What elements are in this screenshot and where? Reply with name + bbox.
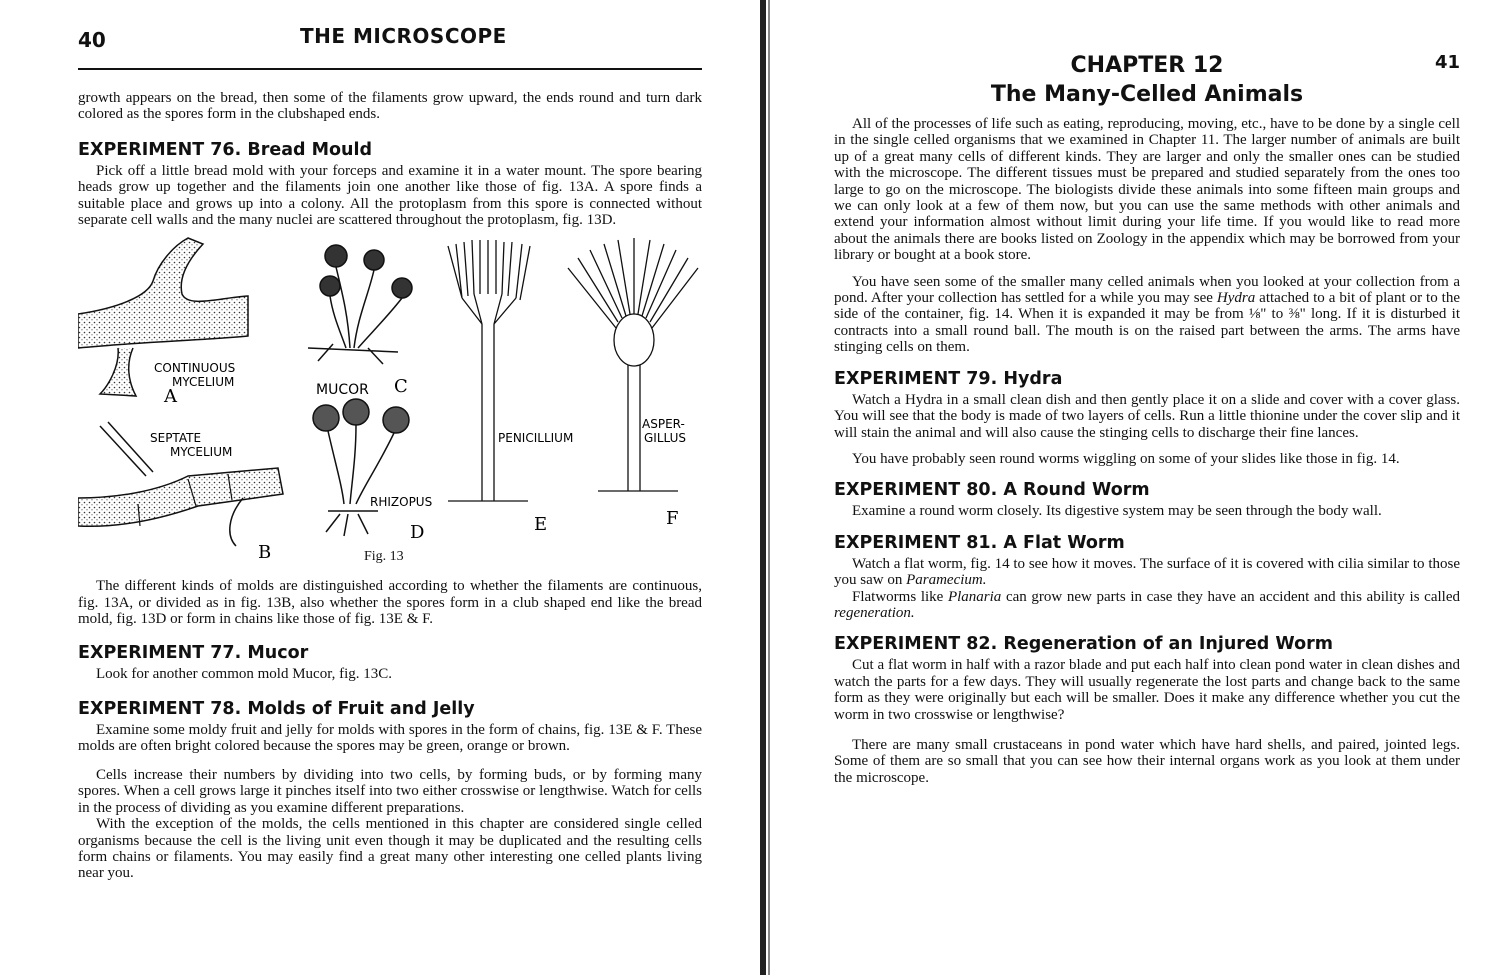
mold-illustration <box>78 236 702 566</box>
experiment-79-text: Watch a Hydra in a small clean dish and then gently place it on a slide and cover with a cover glass. You will see that the body is made of two layers of cells. Run a little thionine under the cover slip and it will stain the animal and will also cause the stinging cells to discharge their fine lances. <box>834 391 1460 441</box>
book-gutter <box>760 0 766 975</box>
regeneration-term: regeneration. <box>834 604 915 621</box>
right-page <box>770 0 1500 975</box>
exception-paragraph: With the exception of the molds, the cells mentioned in this chapter are considered single celled organisms because the cell is the living unit even though it may be duplicated and the resulting cells form chains or filaments. You may easily find a great many other interesting one celled plants living near you. <box>78 816 702 882</box>
fig-label-b: B <box>258 542 272 564</box>
experiment-82-heading: EXPERIMENT 82. Regeneration of an Injured Worm <box>834 634 1333 655</box>
fig-label-asper: ASPER- <box>642 417 685 432</box>
chapter-intro-paragraph: All of the processes of life such as eating, reproducing, moving, etc., have to be done by a single cell in the single celled organisms that we examined in Chapter 11. The larger number of animals are built up of a great many cells of different kinds. They are larger and only the smaller ones can be studied with the microscope. The different tissues must be prepared and studied separately from the ones too large to go on the microscope. The biologists divide these animals into some fifteen main groups and we can only look at a few of them now, but you can use the same methods with other animals and extend your information almost without limit during your life time. If you would like to read more about the animals there are books listed on Zoology in the appendix which may be borrowed from your library or bought at a book store. <box>834 116 1460 264</box>
figure-13 <box>78 236 702 566</box>
fig-label-septate-mycelium: MYCELIUM <box>170 445 233 460</box>
mucor-drawing <box>308 245 412 364</box>
rhizopus-drawing <box>313 399 409 536</box>
fig-label-a: A <box>164 386 177 408</box>
aspergillus-drawing <box>568 238 698 491</box>
experiment-82-text: Cut a flat worm in half with a razor blade and put each half into clean pond water in clean dishes and watch the parts for a few days. They will usually regenerate the lost parts and change back to the same form as they were originally but each will be smaller. Does it make any difference whether you cut the worm in two crosswise or lengthwise? <box>834 657 1460 723</box>
crustaceans-paragraph: There are many small crustaceans in pond water which have hard shells, and paired, jointed legs. Some of them are so small that you can see how their internal organs work as you look at them under the microscope. <box>834 736 1460 786</box>
intro-paragraph: growth appears on the bread, then some of the filaments grow upward, the ends round and turn dark colored as the spores form in the clubshaped ends. <box>78 90 702 123</box>
page-number: 41 <box>1434 52 1460 73</box>
experiment-81-regeneration-text: Flatworms like Planaria can grow new parts in case they have an accident and this ability is called regeneration. <box>834 588 1460 621</box>
figure-caption: Fig. 13 <box>364 549 404 565</box>
experiment-77-heading: EXPERIMENT 77. Mucor <box>78 642 309 663</box>
experiment-76-heading: EXPERIMENT 76. Bread Mould <box>78 139 373 160</box>
paramecium-term: Paramecium. <box>906 572 987 589</box>
fig-label-d: D <box>410 522 425 544</box>
fig-label-f: F <box>666 508 679 530</box>
experiment-76-text: Pick off a little bread mold with your forceps and examine it in a water mount. The spore bearing heads grow up together and the filaments join one another like those of fig. 13A. A spore finds a suitable place and grows up into a colony. All the protoplasm from this spore is connected without separate cell walls and the many nuclei are scattered throughout the protoplasm, fig. 13D. <box>78 162 702 229</box>
penicillium-drawing <box>448 240 530 501</box>
experiment-79-heading: EXPERIMENT 79. Hydra <box>834 368 1063 389</box>
experiment-78-text: Examine some moldy fruit and jelly for molds with spores in the form of chains, fig. 13E & F. These molds are often bright colored because the spores may be green, orange or brown. <box>78 722 702 755</box>
fig-label-septate: SEPTATE <box>150 431 202 446</box>
fig-label-e: E <box>534 514 548 536</box>
fig-label-mucor: MUCOR <box>316 382 369 399</box>
round-worms-paragraph: You have probably seen round worms wiggling on some of your slides like those in fig. 14. <box>852 450 1400 467</box>
experiment-80-heading: EXPERIMENT 80. A Round Worm <box>834 480 1150 501</box>
fig-label-penicillium: PENICILLIUM <box>498 431 574 446</box>
planaria-term: Planaria <box>947 588 1002 605</box>
experiment-81-heading: EXPERIMENT 81. A Flat Worm <box>834 532 1125 553</box>
fig-label-mycelium: MYCELIUM <box>172 375 235 390</box>
molds-paragraph: The different kinds of molds are distinguished according to whether the filaments are continuous, fig. 13A, or divided as in fig. 13B, also whether the spores form in a club shaped end like the bread mold, fig. 13D or form in chains like those of fig. 13E & F. <box>78 578 702 628</box>
fig-label-rhizopus: RHIZOPUS <box>370 495 433 510</box>
running-title: THE MICROSCOPE <box>300 24 507 48</box>
fig-label-gillus: GILLUS <box>644 431 687 446</box>
experiment-80-text: Examine a round worm closely. Its digestive system may be seen through the body wall. <box>852 503 1382 520</box>
running-header <box>78 16 702 70</box>
chapter-number: CHAPTER 12 <box>1070 53 1224 78</box>
fig-label-continuous: CONTINUOUS <box>154 361 236 376</box>
experiment-78-heading: EXPERIMENT 78. Molds of Fruit and Jelly <box>78 699 475 720</box>
page-number: 40 <box>78 28 106 52</box>
hydra-term: Hydra <box>1216 290 1256 307</box>
fig-label-c: C <box>394 376 408 398</box>
experiment-81-text: Watch a flat worm, fig. 14 to see how it moves. The surface of it is covered with cilia similar to those you saw on Paramecium. <box>834 555 1460 589</box>
experiment-77-text: Look for another common mold Mucor, fig. 13C. <box>96 665 393 682</box>
pond-paragraph: You have seen some of the smaller many celled animals when you looked at your collection from a pond. After your collection has settled for a while you may see Hydra attached to a bit of plant or to the side of the container, fig. 14. When it is expanded it may be from ⅛" to ⅜" long. If it is disturbed it contracts into a small round ball. The mouth is on the raised part between the arms. The arms have stinging cells on them. <box>834 273 1460 356</box>
chapter-title: The Many-Celled Animals <box>990 82 1304 107</box>
cells-paragraph: Cells increase their numbers by dividing into two cells, by forming buds, or by forming many spores. When a cell grows large it pinches itself into two either crosswise or lengthwise. Watch for cells in the process of dividing as you examine different preparations. <box>78 766 702 816</box>
